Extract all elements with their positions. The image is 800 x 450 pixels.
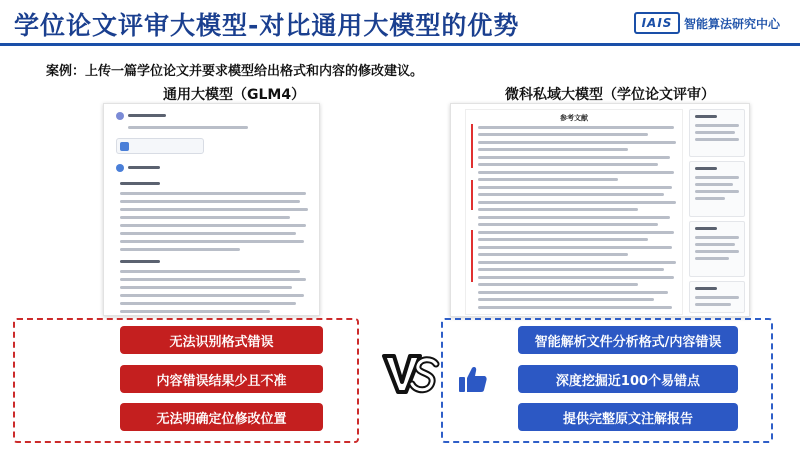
annotation-card[interactable]: [689, 221, 745, 277]
user-avatar: [116, 112, 124, 120]
logo-text: 智能算法研究中心: [684, 16, 781, 31]
left-column-title: 通用大模型（GLM4）: [163, 87, 306, 103]
con-item: 无法识别格式错误: [120, 326, 323, 354]
generic-model-screenshot: [103, 103, 320, 316]
case-description: 案例：上传一篇学位论文并要求模型给出格式和内容的修改建议。: [46, 64, 424, 79]
annotation-card[interactable]: [689, 109, 745, 157]
annotation-card[interactable]: [689, 281, 745, 313]
org-logo: [634, 12, 780, 34]
domain-model-screenshot: [450, 103, 750, 317]
con-item: 无法明确定位修改位置: [120, 403, 323, 431]
annotation-card[interactable]: [689, 161, 745, 217]
document-preview: [465, 109, 683, 315]
attached-file-chip: [116, 138, 204, 154]
thumbs-up-icon: [458, 364, 488, 394]
pro-item: 深度挖掘近100个易错点: [518, 365, 738, 393]
con-item: 内容错误结果少且不准: [120, 365, 323, 393]
header-bar: [0, 0, 800, 46]
doc-heading: 参考文献: [560, 114, 588, 122]
assistant-avatar: [116, 164, 124, 172]
logo-mark: IAIS: [634, 12, 680, 34]
page-title: 学位论文评审大模型-对比通用大模型的优势: [14, 11, 520, 40]
pro-item: 提供完整原文注解报告: [518, 403, 738, 431]
right-column-title: 微科私域大模型（学位论文评审）: [505, 87, 715, 103]
vs-icon: [380, 348, 440, 398]
pro-item: 智能解析文件分析格式/内容错误: [518, 326, 738, 354]
